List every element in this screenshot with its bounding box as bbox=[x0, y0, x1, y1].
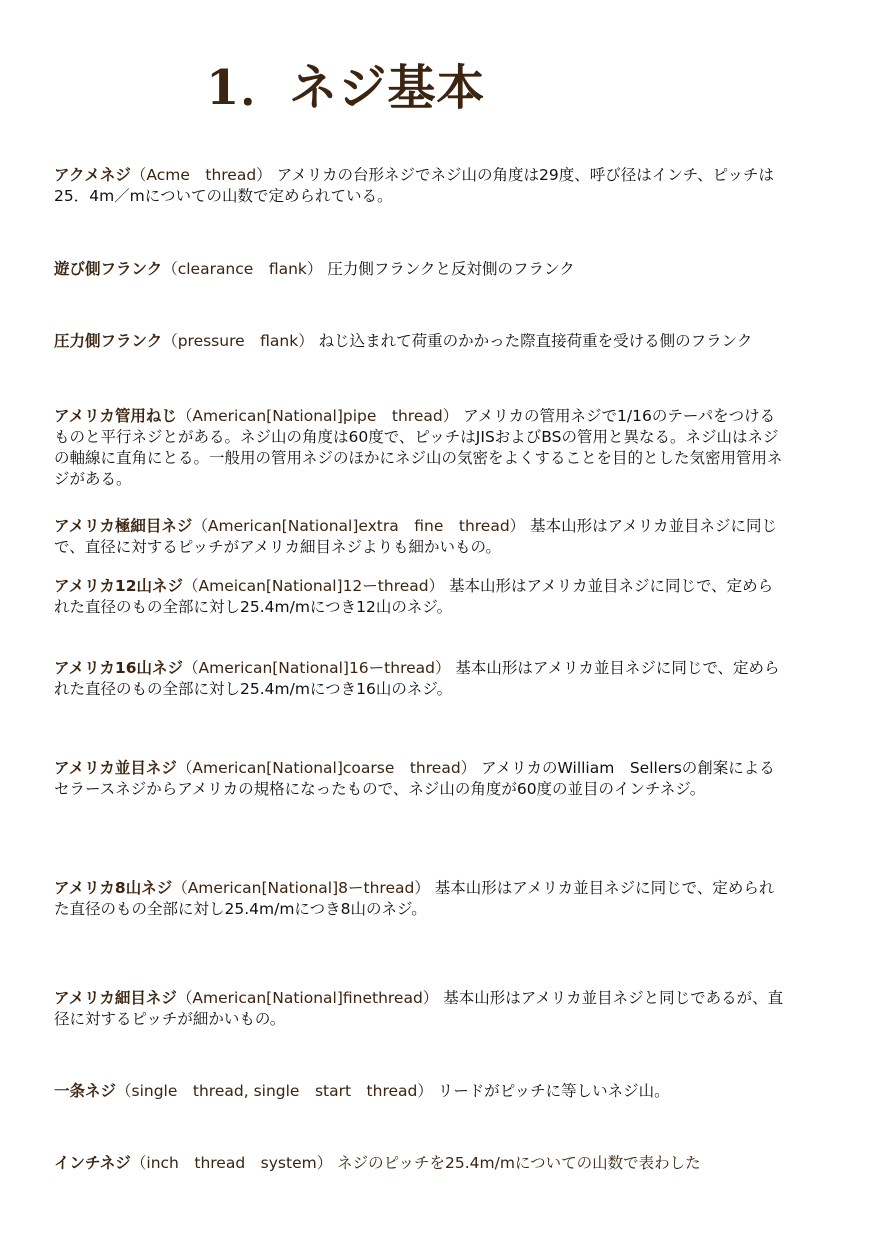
page-title: 1．ネジ基本 bbox=[206, 60, 486, 116]
entry-reading: （American[National]coarse thread） bbox=[176, 759, 477, 777]
entry-reading: （American[National]8ーthread） bbox=[172, 879, 430, 897]
entry-term: 遊び側フランク bbox=[54, 260, 163, 278]
glossary-entry bbox=[54, 988, 784, 1030]
entry-reading: （Acme thread） bbox=[130, 166, 272, 184]
entry-term: アメリカ16山ネジ bbox=[54, 659, 183, 677]
entry-reading: （American[National]finethread） bbox=[176, 989, 439, 1007]
entry-term: 圧力側フランク bbox=[54, 332, 163, 350]
entry-reading: （American[National]pipe thread） bbox=[176, 407, 459, 425]
entry-term: アメリカ管用ねじ bbox=[54, 407, 177, 425]
entry-reading: （American[National]extra fine thread） bbox=[192, 517, 526, 535]
glossary-entry bbox=[54, 658, 784, 700]
entry-term: アメリカ8山ネジ bbox=[54, 879, 173, 897]
entry-description: ネジのピッチを25.4m/mについての山数で表わした bbox=[337, 1154, 701, 1172]
entry-description: 基本山形はアメリカ並目ネジに同じで、定められた直径のもの全部に対し25.4m/mにつき8山のネジ。 bbox=[54, 879, 775, 918]
entry-term: 一条ネジ bbox=[54, 1082, 117, 1100]
glossary-entry bbox=[54, 758, 784, 800]
entry-description: 基本山形はアメリカ並目ネジと同じであるが、直径に対するピッチが細かいもの。 bbox=[54, 989, 784, 1028]
entry-reading: （Ameican[National]12ーthread） bbox=[183, 577, 445, 595]
entry-description: アメリカの台形ネジでネジ山の角度は29度、呼び径はインチ、ピッチは25．4m／mについての山数で定められている。 bbox=[54, 166, 775, 205]
entry-description: 基本山形はアメリカ並目ネジに同じで、直径に対するピッチがアメリカ細目ネジよりも細かいもの。 bbox=[54, 517, 778, 556]
entry-reading: （American[National]16ーthread） bbox=[183, 659, 451, 677]
glossary-entry bbox=[54, 516, 784, 558]
entry-description: ねじ込まれて荷重のかかった際直接荷重を受ける側のフランク bbox=[318, 332, 753, 350]
entry-description: 基本山形はアメリカ並目ネジに同じで、定められた直径のもの全部に対し25.4m/mにつき16山のネジ。 bbox=[54, 659, 780, 698]
glossary-entry bbox=[54, 878, 784, 920]
glossary-entry bbox=[54, 1153, 784, 1174]
glossary-entry bbox=[54, 1081, 784, 1102]
glossary-entry bbox=[54, 406, 784, 490]
glossary-entry bbox=[54, 259, 784, 280]
glossary-entry bbox=[54, 165, 784, 207]
entry-reading: （single thread, single start thread） bbox=[116, 1082, 433, 1100]
entry-term: インチネジ bbox=[54, 1154, 131, 1172]
entry-description: 基本山形はアメリカ並目ネジに同じで、定められた直径のもの全部に対し25.4m/mにつき12山のネジ。 bbox=[54, 577, 774, 616]
entry-description: アメリカのWilliam Sellersの創案によるセラースネジからアメリカの規格になったもので、ネジ山の角度が60度の並目のインチネジ。 bbox=[54, 759, 775, 798]
entry-reading: （clearance flank） bbox=[162, 260, 323, 278]
glossary-entry bbox=[54, 331, 784, 352]
entry-description: アメリカの管用ネジで1/16のテーパをつけるものと平行ネジとがある。ネジ山の角度は60度で、ピッチはJISおよびBSの管用と異なる。ネジ山はネジの軸線に直角にとる。一般用の管用ネジのほかにネジ山の気密をよくすることを目的とした気密用管用ネジがある。 bbox=[54, 407, 783, 488]
entry-description: リードがピッチに等しいネジ山。 bbox=[437, 1082, 670, 1100]
entry-term: アメリカ並目ネジ bbox=[54, 759, 177, 777]
glossary-entry bbox=[54, 576, 784, 618]
entry-term: アメリカ細目ネジ bbox=[54, 989, 177, 1007]
entry-term: アメリカ極細目ネジ bbox=[54, 517, 193, 535]
entry-term: アクメネジ bbox=[54, 166, 131, 184]
entry-reading: （pressure flank） bbox=[162, 332, 314, 350]
entry-reading: （inch thread system） bbox=[130, 1154, 333, 1172]
entry-description: 圧力側フランクと反対側のフランク bbox=[327, 260, 575, 278]
entry-term: アメリカ12山ネジ bbox=[54, 577, 183, 595]
